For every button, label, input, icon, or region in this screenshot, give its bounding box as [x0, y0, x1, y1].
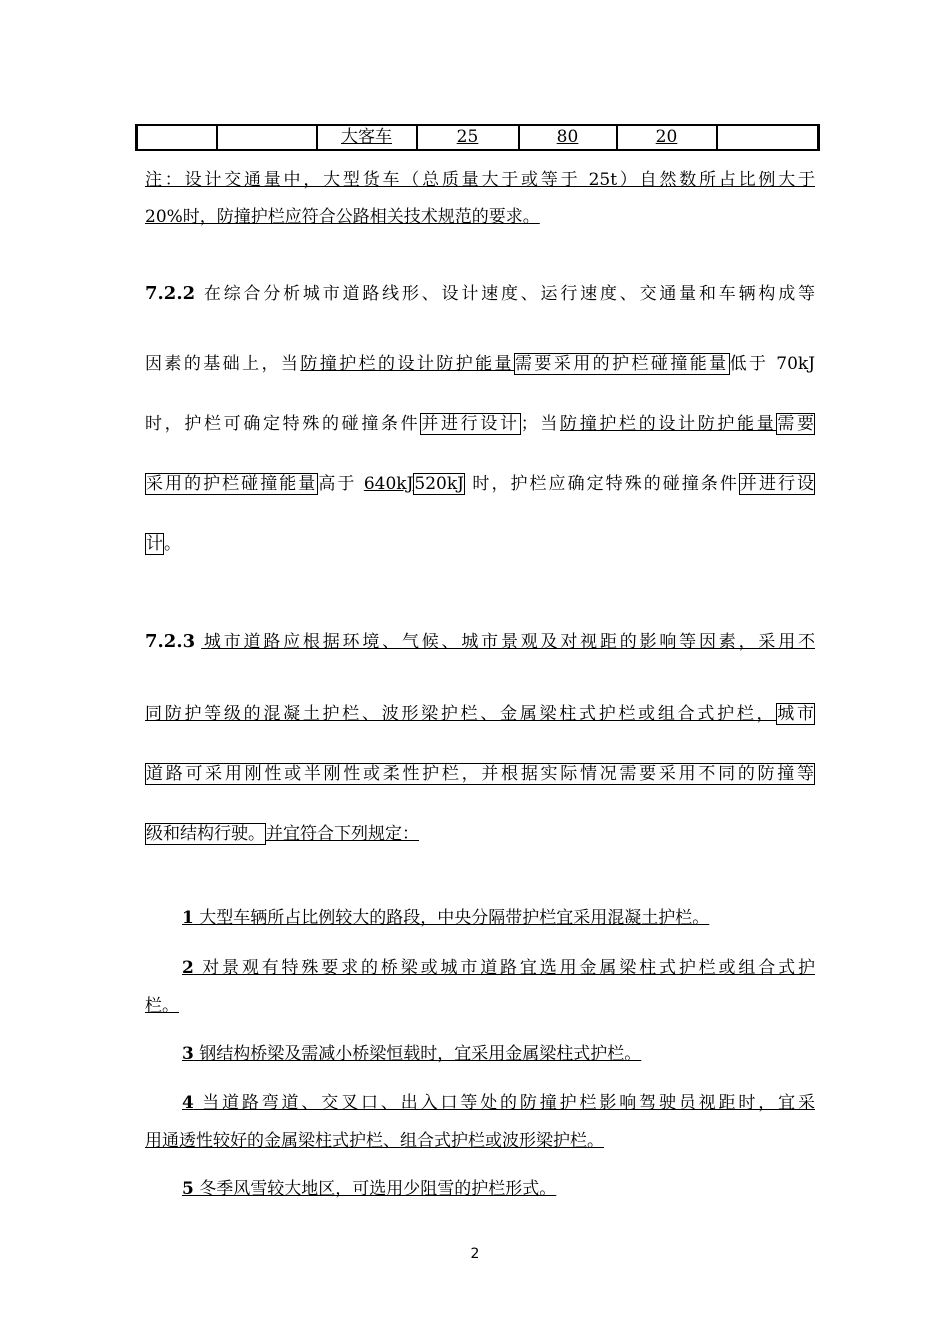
- section-7-2-2-line-4: [145, 472, 815, 496]
- item-text: 冬季风雪较大地区，可选用少阻雪的护栏形式。: [193, 1179, 557, 1199]
- boxed-text: 城市: [777, 704, 815, 724]
- text: 低于 70kJ: [729, 354, 816, 374]
- table-value: 25: [456, 127, 479, 147]
- traffic-table: [135, 124, 820, 151]
- text: 时，护栏可确定特殊的碰撞条件: [145, 414, 421, 434]
- boxed-text: 并进行设计: [421, 414, 520, 434]
- table-cell: [519, 125, 617, 150]
- boxed-text: 采用的护栏碰撞能量: [146, 474, 318, 494]
- underlined-text: 城市道路应根据环境、气候、城市景观及对视距的影响等因素，采用不: [201, 632, 815, 652]
- section-7-2-3-line-4: [145, 822, 815, 846]
- text: 。: [164, 534, 181, 554]
- section-number: 7.2.3: [145, 631, 196, 652]
- text: 时，护栏应确定特殊的碰撞条件: [464, 474, 739, 494]
- section-7-2-3-line-3: [145, 762, 815, 786]
- text: 因素的基础上，当: [145, 354, 301, 374]
- page-number: 2: [470, 1246, 480, 1262]
- list-item-2-cont: 栏。: [145, 996, 179, 1016]
- section-7-2-2-line-2: [145, 352, 815, 376]
- text: 高于: [318, 474, 364, 494]
- underlined-text: 防撞护栏的设计防护能量: [560, 414, 777, 434]
- boxed-text: 520kJ: [414, 474, 464, 494]
- table-cell: [317, 125, 417, 150]
- text: 在综合分析城市道路线形、设计速度、运行速度、交通量和车辆构成等: [201, 284, 815, 304]
- boxed-text: 计: [146, 534, 163, 554]
- underlined-text: 同防护等级的混凝土护栏、波形梁护栏、金属梁柱式护栏或组合式护栏，: [145, 704, 777, 724]
- boxed-text: 并进行设: [739, 474, 815, 494]
- section-7-2-3-line-1: [145, 630, 815, 654]
- table-cell: [137, 125, 217, 150]
- list-item-5: [182, 1177, 822, 1201]
- section-7-2-2-line-3: [145, 412, 815, 436]
- item-text: 对景观有特殊要求的桥梁或城市道路宜选用金属梁柱式护栏或组合式护: [193, 958, 815, 978]
- item-number: 3: [182, 1044, 194, 1064]
- item-number: 2: [182, 958, 194, 978]
- table-cell: [717, 125, 819, 150]
- vehicle-type: 大客车: [341, 127, 392, 147]
- boxed-text: 级和结构行驶。: [146, 824, 265, 844]
- section-7-2-3-line-2: [145, 702, 815, 726]
- item-number: 4: [182, 1093, 194, 1113]
- list-item-3: [182, 1042, 822, 1066]
- boxed-text: 道路可采用刚性或半刚性或柔性护栏，并根据实际情况需要采用不同的防撞等: [146, 764, 814, 784]
- table-cell: [417, 125, 519, 150]
- item-text: 当道路弯道、交叉口、出入口等处的防撞护栏影响驾驶员视距时，宜采: [193, 1093, 815, 1113]
- underlined-text: 640kJ: [363, 474, 414, 494]
- table-row: [137, 125, 819, 150]
- boxed-text: 需要: [777, 414, 815, 434]
- underlined-text: 并宜符合下列规定：: [266, 824, 419, 844]
- table-value: 80: [556, 127, 579, 147]
- item-text: 大型车辆所占比例较大的路段，中央分隔带护栏宜采用混凝土护栏。: [193, 908, 710, 928]
- list-item-4-cont: 用通透性较好的金属梁柱式护栏、组合式护栏或波形梁护栏。: [145, 1131, 604, 1151]
- item-number: 1: [182, 908, 194, 928]
- boxed-text: 需要采用的护栏碰撞能量: [514, 354, 729, 374]
- section-7-2-2-line-5: [145, 532, 815, 556]
- section-number: 7.2.2: [145, 283, 196, 304]
- underlined-text: 防撞护栏的设计防护能量: [300, 354, 514, 374]
- text: ；当: [520, 414, 561, 434]
- list-item-2: [182, 956, 815, 980]
- item-number: 5: [182, 1179, 194, 1199]
- list-item-4: [182, 1091, 815, 1115]
- table-value: 20: [655, 127, 678, 147]
- item-text: 钢结构桥梁及需减小桥梁恒载时，宜采用金属梁柱式护栏。: [193, 1044, 642, 1064]
- list-item-1: [182, 906, 822, 930]
- table-cell: [217, 125, 317, 150]
- note-line-2: 20%时，防撞护栏应符合公路相关技术规范的要求。: [145, 207, 540, 227]
- note-line-1: 注：设计交通量中，大型货车（总质量大于或等于 25t）自然数所占比例大于: [145, 170, 815, 190]
- section-7-2-2-line-1: [145, 282, 815, 306]
- table-cell: [617, 125, 717, 150]
